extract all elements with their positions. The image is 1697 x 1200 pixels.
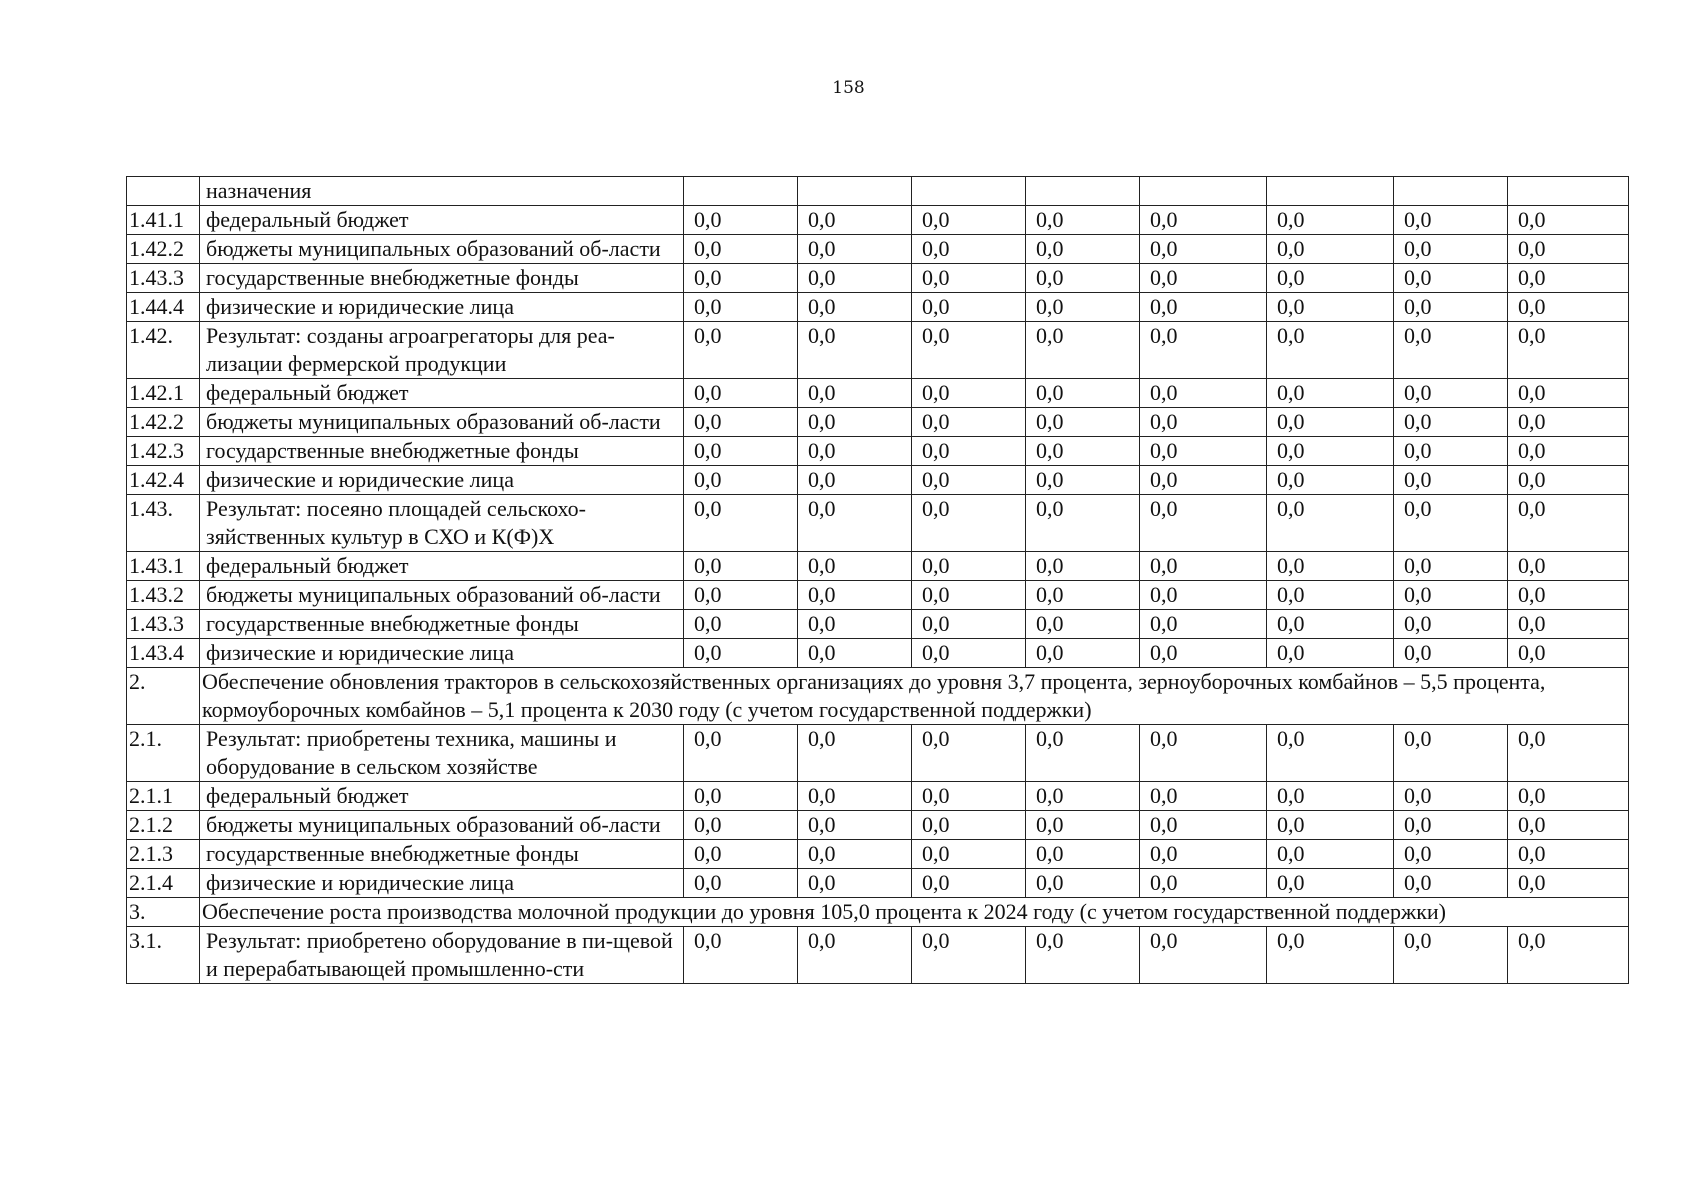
- value-cell: 0,0: [1267, 379, 1394, 408]
- value-cell: 0,0: [912, 639, 1026, 668]
- value-cell: 0,0: [1267, 639, 1394, 668]
- value-cell: 0,0: [1508, 552, 1629, 581]
- value-cell: 0,0: [1267, 466, 1394, 495]
- row-number: 1.42.: [127, 322, 200, 379]
- value-cell: 0,0: [1508, 379, 1629, 408]
- value-cell: 0,0: [1394, 581, 1508, 610]
- value-cell: 0,0: [798, 552, 912, 581]
- value-cell: 0,0: [684, 552, 798, 581]
- value-cell: 0,0: [912, 927, 1026, 984]
- value-cell: 0,0: [1026, 206, 1140, 235]
- row-number: 1.42.2: [127, 408, 200, 437]
- value-cell: 0,0: [1508, 264, 1629, 293]
- value-cell: 0,0: [912, 437, 1026, 466]
- value-cell: 0,0: [1394, 811, 1508, 840]
- value-cell: 0,0: [798, 610, 912, 639]
- value-cell: 0,0: [1394, 639, 1508, 668]
- row-number: 1.42.4: [127, 466, 200, 495]
- value-cell: 0,0: [1267, 869, 1394, 898]
- value-cell: 0,0: [1140, 610, 1267, 639]
- value-cell: 0,0: [1394, 725, 1508, 782]
- row-number: 1.43.3: [127, 610, 200, 639]
- value-cell: 0,0: [1026, 639, 1140, 668]
- table-row: [127, 437, 1629, 466]
- row-name: физические и юридические лица: [200, 639, 684, 668]
- value-cell: 0,0: [684, 581, 798, 610]
- value-cell: 0,0: [1140, 811, 1267, 840]
- value-cell: 0,0: [798, 782, 912, 811]
- value-cell: 0,0: [1394, 552, 1508, 581]
- value-cell: 0,0: [684, 639, 798, 668]
- value-cell: 0,0: [798, 379, 912, 408]
- value-cell: 0,0: [1026, 379, 1140, 408]
- value-cell: 0,0: [1508, 206, 1629, 235]
- value-cell: 0,0: [798, 408, 912, 437]
- value-cell: 0,0: [912, 379, 1026, 408]
- row-name: бюджеты муниципальных образований об-ласти: [200, 235, 684, 264]
- value-cell: 0,0: [1026, 927, 1140, 984]
- value-cell: 0,0: [1394, 293, 1508, 322]
- value-cell: 0,0: [1026, 869, 1140, 898]
- value-cell: 0,0: [1508, 235, 1629, 264]
- value-cell: 0,0: [1267, 811, 1394, 840]
- value-cell: 0,0: [1508, 322, 1629, 379]
- value-cell: 0,0: [1394, 437, 1508, 466]
- value-cell: 0,0: [1026, 811, 1140, 840]
- value-cell: 0,0: [1140, 552, 1267, 581]
- value-cell: 0,0: [1026, 782, 1140, 811]
- row-number: 1.43.4: [127, 639, 200, 668]
- value-cell: 0,0: [798, 639, 912, 668]
- table-row: [127, 552, 1629, 581]
- value-cell: 0,0: [684, 437, 798, 466]
- value-cell: [912, 177, 1026, 206]
- row-name: физические и юридические лица: [200, 466, 684, 495]
- value-cell: 0,0: [1140, 206, 1267, 235]
- value-cell: 0,0: [1267, 293, 1394, 322]
- value-cell: 0,0: [1026, 293, 1140, 322]
- value-cell: 0,0: [798, 235, 912, 264]
- value-cell: 0,0: [1394, 466, 1508, 495]
- value-cell: 0,0: [912, 869, 1026, 898]
- row-number: 1.43.3: [127, 264, 200, 293]
- table-row: [127, 610, 1629, 639]
- table-row: [127, 725, 1629, 782]
- value-cell: 0,0: [1394, 869, 1508, 898]
- value-cell: 0,0: [1394, 840, 1508, 869]
- value-cell: 0,0: [912, 235, 1026, 264]
- value-cell: 0,0: [1140, 408, 1267, 437]
- value-cell: 0,0: [1140, 466, 1267, 495]
- value-cell: 0,0: [684, 466, 798, 495]
- value-cell: 0,0: [798, 581, 912, 610]
- table-row: [127, 235, 1629, 264]
- value-cell: 0,0: [1508, 869, 1629, 898]
- table-row: [127, 466, 1629, 495]
- row-name: федеральный бюджет: [200, 552, 684, 581]
- value-cell: 0,0: [912, 293, 1026, 322]
- table-row: [127, 293, 1629, 322]
- value-cell: 0,0: [1140, 725, 1267, 782]
- value-cell: 0,0: [1026, 264, 1140, 293]
- row-number: [127, 177, 200, 206]
- row-name: государственные внебюджетные фонды: [200, 840, 684, 869]
- table-row: [127, 495, 1629, 552]
- value-cell: 0,0: [1140, 379, 1267, 408]
- value-cell: 0,0: [1508, 610, 1629, 639]
- section-row: [127, 898, 1629, 927]
- table-body: [127, 177, 1629, 984]
- value-cell: 0,0: [1394, 610, 1508, 639]
- row-name: бюджеты муниципальных образований об-ласти: [200, 811, 684, 840]
- value-cell: 0,0: [798, 495, 912, 552]
- value-cell: 0,0: [684, 610, 798, 639]
- value-cell: 0,0: [1140, 235, 1267, 264]
- value-cell: 0,0: [1267, 206, 1394, 235]
- value-cell: 0,0: [798, 322, 912, 379]
- value-cell: 0,0: [1140, 840, 1267, 869]
- row-name: федеральный бюджет: [200, 379, 684, 408]
- value-cell: 0,0: [1267, 552, 1394, 581]
- value-cell: 0,0: [1140, 264, 1267, 293]
- value-cell: [798, 177, 912, 206]
- value-cell: 0,0: [1394, 379, 1508, 408]
- row-number: 1.43.: [127, 495, 200, 552]
- table-row: [127, 782, 1629, 811]
- value-cell: 0,0: [1026, 840, 1140, 869]
- value-cell: 0,0: [684, 725, 798, 782]
- value-cell: 0,0: [1267, 322, 1394, 379]
- value-cell: 0,0: [684, 293, 798, 322]
- table-row: [127, 927, 1629, 984]
- row-number: 2.1.2: [127, 811, 200, 840]
- table-row: [127, 322, 1629, 379]
- value-cell: [1267, 177, 1394, 206]
- value-cell: 0,0: [1394, 927, 1508, 984]
- value-cell: 0,0: [1267, 408, 1394, 437]
- row-name: государственные внебюджетные фонды: [200, 437, 684, 466]
- value-cell: 0,0: [1267, 782, 1394, 811]
- value-cell: 0,0: [1508, 437, 1629, 466]
- value-cell: 0,0: [684, 927, 798, 984]
- row-number: 3.1.: [127, 927, 200, 984]
- value-cell: 0,0: [684, 840, 798, 869]
- value-cell: 0,0: [1394, 235, 1508, 264]
- row-number: 2.1.: [127, 725, 200, 782]
- value-cell: 0,0: [1026, 408, 1140, 437]
- value-cell: 0,0: [684, 206, 798, 235]
- value-cell: 0,0: [798, 206, 912, 235]
- value-cell: 0,0: [1026, 610, 1140, 639]
- table-row: [127, 408, 1629, 437]
- value-cell: 0,0: [912, 725, 1026, 782]
- table-row: [127, 840, 1629, 869]
- row-name: государственные внебюджетные фонды: [200, 264, 684, 293]
- value-cell: 0,0: [1026, 235, 1140, 264]
- value-cell: 0,0: [1394, 495, 1508, 552]
- row-name: Результат: посеяно площадей сельскохо-зяйственных культур в СХО и К(Ф)Х: [200, 495, 684, 552]
- table-row: [127, 581, 1629, 610]
- value-cell: 0,0: [1140, 639, 1267, 668]
- value-cell: 0,0: [684, 235, 798, 264]
- table-row: [127, 177, 1629, 206]
- section-row: [127, 668, 1629, 725]
- row-name: физические и юридические лица: [200, 293, 684, 322]
- table-row: [127, 206, 1629, 235]
- row-number: 1.44.4: [127, 293, 200, 322]
- value-cell: 0,0: [1267, 610, 1394, 639]
- value-cell: 0,0: [1140, 437, 1267, 466]
- value-cell: [1140, 177, 1267, 206]
- row-name: государственные внебюджетные фонды: [200, 610, 684, 639]
- row-number: 3.: [127, 898, 200, 927]
- row-number: 1.43.2: [127, 581, 200, 610]
- value-cell: 0,0: [1508, 811, 1629, 840]
- row-name: бюджеты муниципальных образований об-ласти: [200, 408, 684, 437]
- value-cell: 0,0: [912, 840, 1026, 869]
- value-cell: 0,0: [1026, 581, 1140, 610]
- value-cell: 0,0: [1026, 466, 1140, 495]
- value-cell: 0,0: [1267, 725, 1394, 782]
- value-cell: 0,0: [912, 782, 1026, 811]
- value-cell: 0,0: [798, 437, 912, 466]
- value-cell: [684, 177, 798, 206]
- value-cell: 0,0: [1267, 495, 1394, 552]
- row-number: 1.42.1: [127, 379, 200, 408]
- value-cell: 0,0: [1508, 639, 1629, 668]
- value-cell: 0,0: [1026, 437, 1140, 466]
- value-cell: 0,0: [684, 869, 798, 898]
- value-cell: 0,0: [912, 552, 1026, 581]
- value-cell: 0,0: [1508, 408, 1629, 437]
- value-cell: 0,0: [912, 610, 1026, 639]
- row-name: назначения: [200, 177, 684, 206]
- value-cell: 0,0: [684, 495, 798, 552]
- value-cell: 0,0: [912, 811, 1026, 840]
- row-number: 1.42.2: [127, 235, 200, 264]
- value-cell: 0,0: [684, 379, 798, 408]
- row-name: бюджеты муниципальных образований об-ласти: [200, 581, 684, 610]
- value-cell: 0,0: [1508, 293, 1629, 322]
- value-cell: 0,0: [1026, 495, 1140, 552]
- value-cell: 0,0: [1267, 437, 1394, 466]
- value-cell: 0,0: [1508, 495, 1629, 552]
- value-cell: 0,0: [684, 408, 798, 437]
- value-cell: 0,0: [798, 927, 912, 984]
- row-name: федеральный бюджет: [200, 782, 684, 811]
- row-number: 1.43.1: [127, 552, 200, 581]
- budget-table: [126, 176, 1629, 984]
- value-cell: 0,0: [912, 466, 1026, 495]
- value-cell: 0,0: [1267, 840, 1394, 869]
- value-cell: 0,0: [912, 581, 1026, 610]
- value-cell: 0,0: [912, 408, 1026, 437]
- row-name: Результат: приобретено оборудование в пи-щевой и перерабатывающей промышленно-сти: [200, 927, 684, 984]
- row-number: 1.42.3: [127, 437, 200, 466]
- table-row: [127, 379, 1629, 408]
- row-name: Результат: созданы агроагрегаторы для реа-лизации фермерской продукции: [200, 322, 684, 379]
- value-cell: 0,0: [1394, 782, 1508, 811]
- value-cell: 0,0: [798, 466, 912, 495]
- value-cell: 0,0: [1508, 581, 1629, 610]
- table-row: [127, 264, 1629, 293]
- value-cell: 0,0: [1026, 322, 1140, 379]
- value-cell: 0,0: [1140, 869, 1267, 898]
- value-cell: 0,0: [1140, 293, 1267, 322]
- value-cell: 0,0: [1394, 408, 1508, 437]
- value-cell: 0,0: [1508, 725, 1629, 782]
- value-cell: 0,0: [1026, 552, 1140, 581]
- value-cell: 0,0: [684, 264, 798, 293]
- value-cell: 0,0: [912, 264, 1026, 293]
- value-cell: 0,0: [1026, 725, 1140, 782]
- value-cell: 0,0: [1508, 927, 1629, 984]
- row-name: Результат: приобретены техника, машины и оборудование в сельском хозяйстве: [200, 725, 684, 782]
- value-cell: 0,0: [1140, 581, 1267, 610]
- table-row: [127, 869, 1629, 898]
- value-cell: 0,0: [912, 206, 1026, 235]
- row-name: физические и юридические лица: [200, 869, 684, 898]
- value-cell: 0,0: [1140, 927, 1267, 984]
- row-number: 1.41.1: [127, 206, 200, 235]
- value-cell: 0,0: [1140, 495, 1267, 552]
- value-cell: 0,0: [798, 811, 912, 840]
- value-cell: 0,0: [1394, 264, 1508, 293]
- value-cell: 0,0: [684, 811, 798, 840]
- row-name: федеральный бюджет: [200, 206, 684, 235]
- value-cell: 0,0: [1267, 264, 1394, 293]
- value-cell: 0,0: [1267, 581, 1394, 610]
- page-number: 158: [832, 78, 865, 98]
- row-number: 2.1.3: [127, 840, 200, 869]
- row-number: 2.1.4: [127, 869, 200, 898]
- value-cell: 0,0: [1394, 206, 1508, 235]
- value-cell: 0,0: [912, 495, 1026, 552]
- value-cell: 0,0: [1508, 466, 1629, 495]
- value-cell: 0,0: [798, 725, 912, 782]
- value-cell: 0,0: [798, 293, 912, 322]
- value-cell: 0,0: [684, 782, 798, 811]
- value-cell: [1508, 177, 1629, 206]
- table-row: [127, 811, 1629, 840]
- value-cell: 0,0: [684, 322, 798, 379]
- row-number: 2.1.1: [127, 782, 200, 811]
- table-row: [127, 639, 1629, 668]
- section-title: Обеспечение роста производства молочной продукции до уровня 105,0 процента к 2024 году (с учетом государственной поддержки): [200, 898, 1629, 927]
- value-cell: 0,0: [1267, 235, 1394, 264]
- value-cell: 0,0: [1394, 322, 1508, 379]
- value-cell: [1026, 177, 1140, 206]
- value-cell: 0,0: [912, 322, 1026, 379]
- value-cell: 0,0: [798, 264, 912, 293]
- value-cell: 0,0: [1267, 927, 1394, 984]
- value-cell: 0,0: [798, 840, 912, 869]
- row-number: 2.: [127, 668, 200, 725]
- value-cell: [1394, 177, 1508, 206]
- section-title: Обеспечение обновления тракторов в сельскохозяйственных организациях до уровня 3,7 процента, зерноуборочных комбайнов – 5,5 процента, кормоуборочных комбайнов – 5,1 процента к 2030 году (с учетом государственной поддержки): [200, 668, 1629, 725]
- value-cell: 0,0: [1140, 782, 1267, 811]
- value-cell: 0,0: [1508, 782, 1629, 811]
- value-cell: 0,0: [798, 869, 912, 898]
- value-cell: 0,0: [1508, 840, 1629, 869]
- value-cell: 0,0: [1140, 322, 1267, 379]
